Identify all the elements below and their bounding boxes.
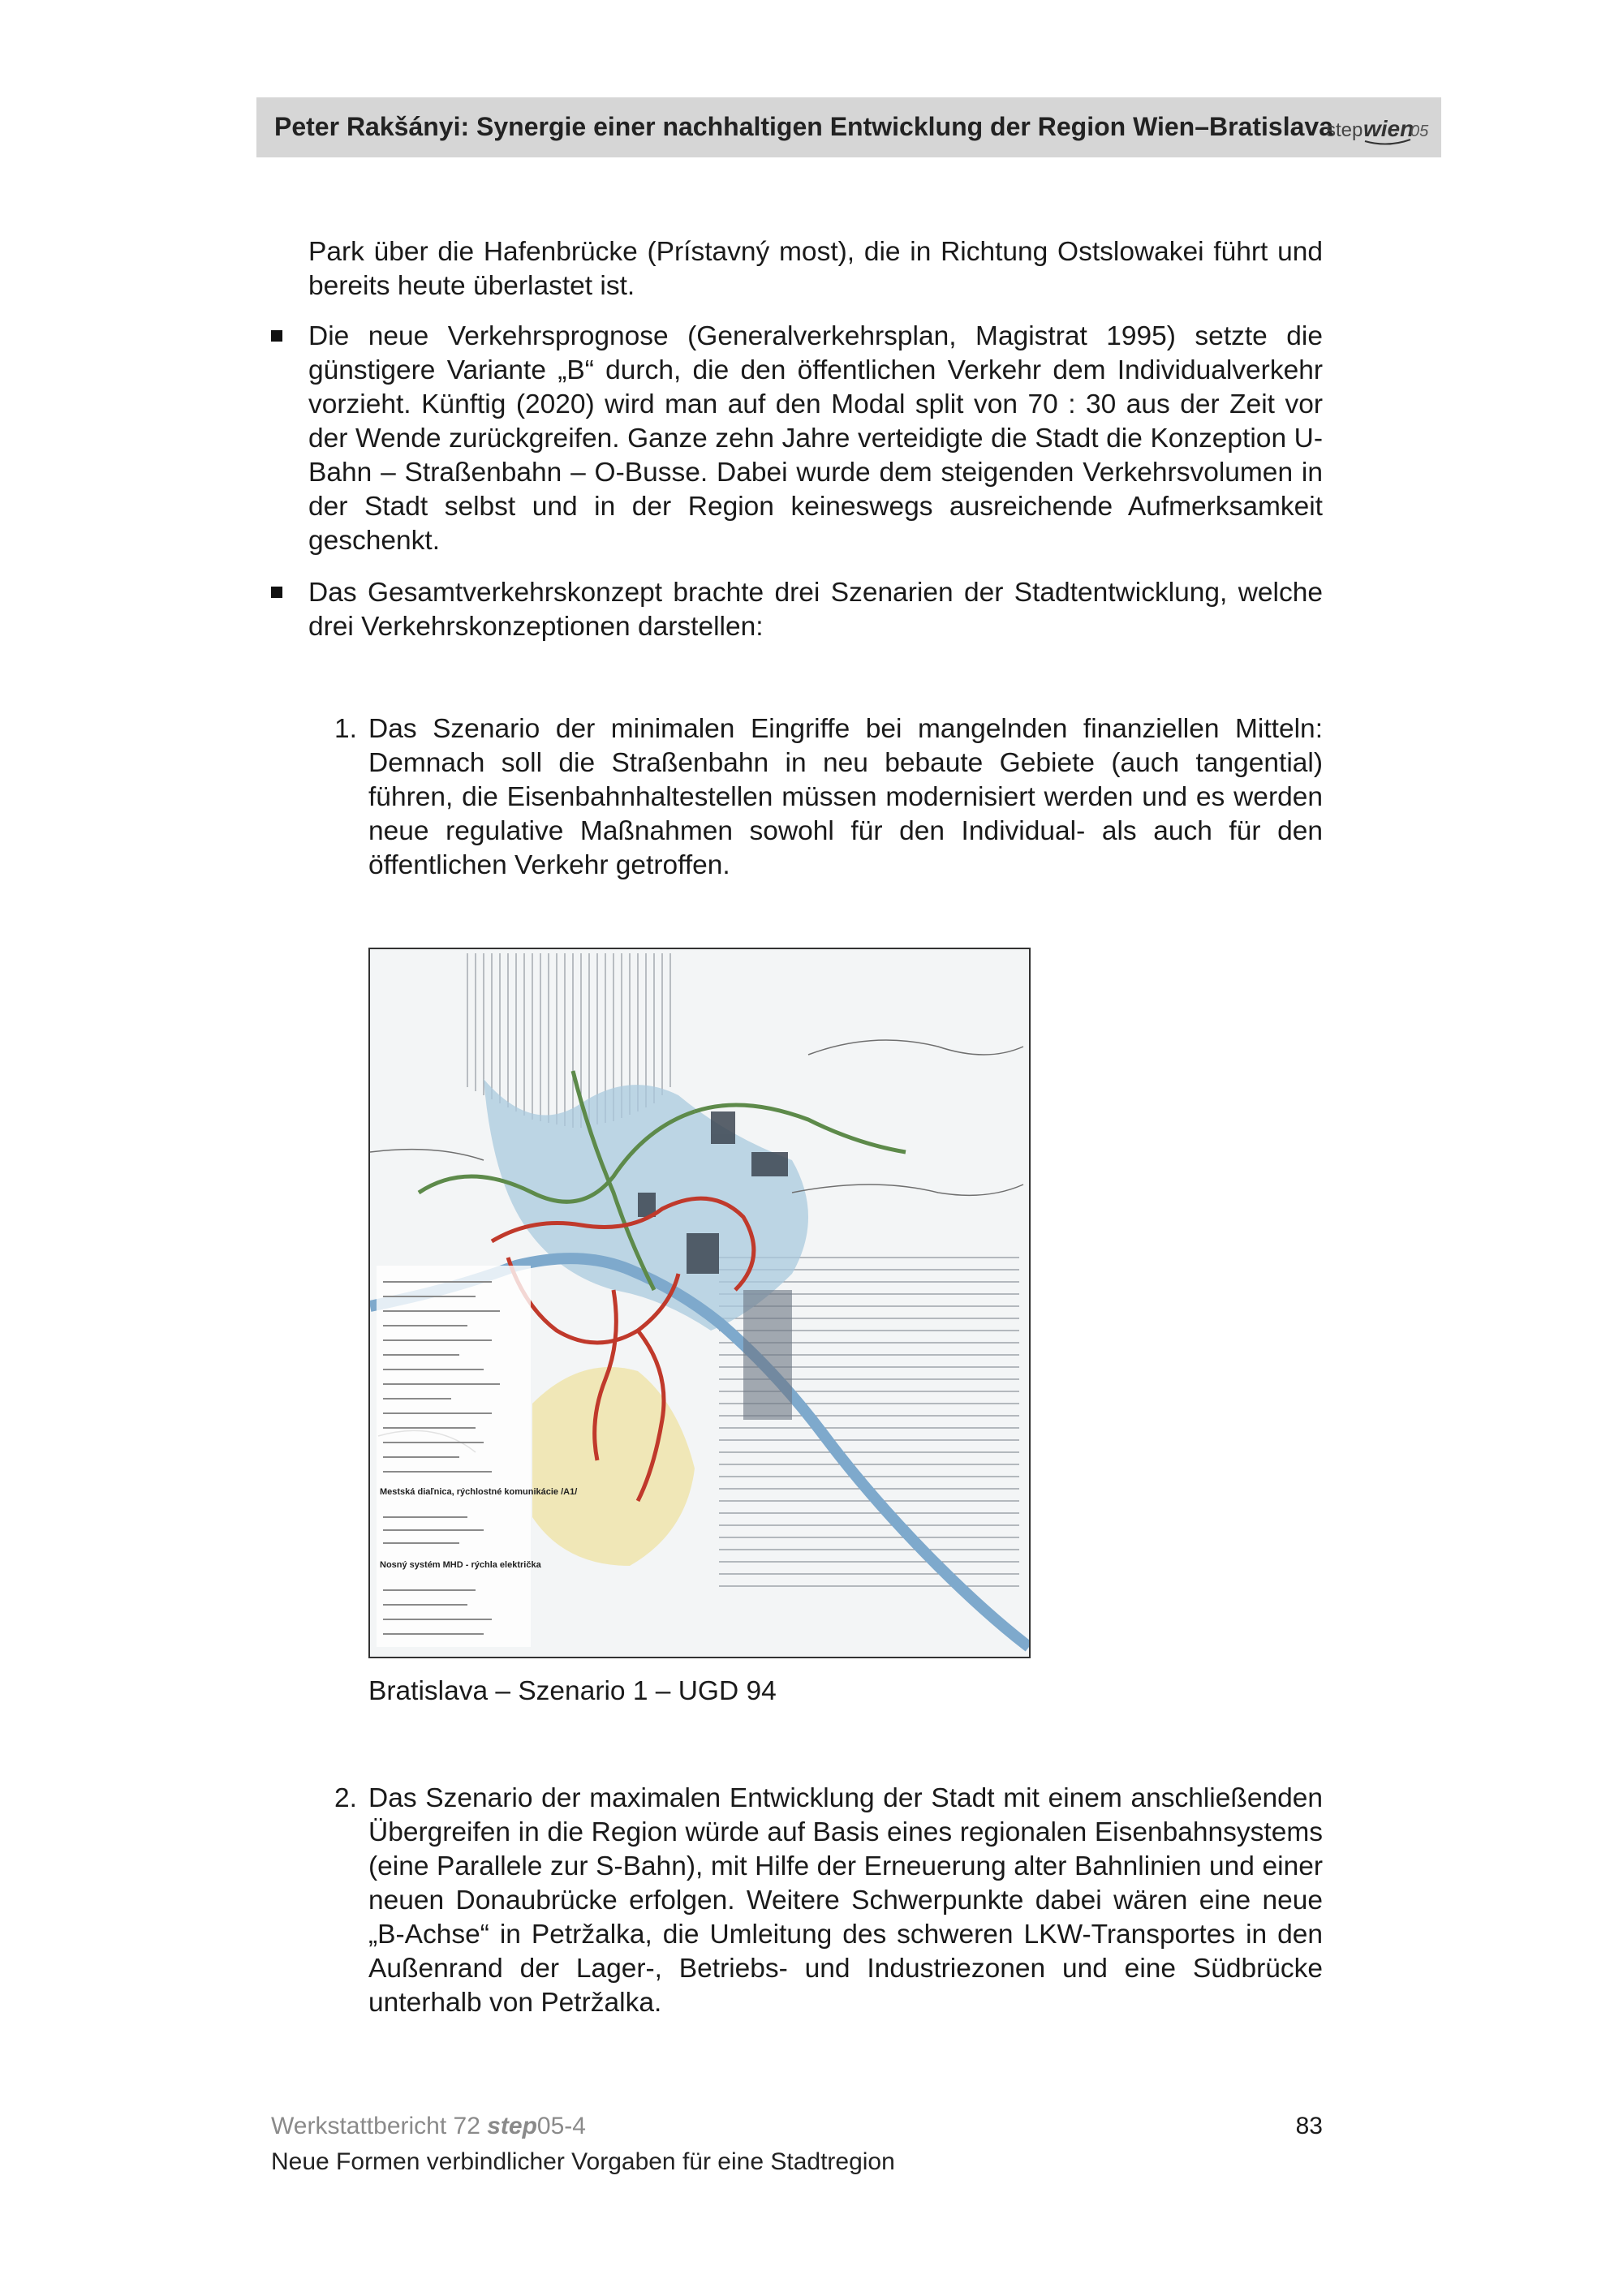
footer-line-2: Neue Formen verbindlicher Vorgaben für eine Stadtregion xyxy=(271,2148,895,2175)
footer-line-1 xyxy=(271,2113,586,2140)
footer-suffix: 05-4 xyxy=(536,2113,586,2139)
map-legend-heading-2: Nosný systém MHD - rýchla električka xyxy=(380,1560,541,1570)
svg-text:05: 05 xyxy=(1410,123,1429,140)
intro-paragraph: Park über die Hafenbrücke (Prístavný most), die in Richtung Ostslowakei führt und bereits heute überlastet ist. xyxy=(308,237,1323,301)
list-item-2: Das Szenario der maximalen Entwicklung der Stadt mit einem anschließenden Übergreifen in die Region würde auf Basis eines regionalen Eisenbahnsystems (eine Parallele zur S-Bahn), mit Hilfe der Erneuerung alter Bahnlinien und einer neuen Donaubrücke erfolgen. Weitere Schwerpunkte dabei wären eine neue „B-Achse“ in Petržalka, die Umleitung des schweren LKW-Transportes in den Außenrand der Lager-, Betriebs- und Industriezonen und eine Südbrücke unterhalb von Petržalka. xyxy=(368,1783,1323,2018)
bullet-marker xyxy=(271,330,282,342)
industrial-zone xyxy=(743,1290,792,1420)
list-item-1: Das Szenario der minimalen Eingriffe bei mangelnden finanziellen Mitteln: Demnach soll die Straßenbahn in neu bebaute Gebiete (auch tangential) führen, die Eisenbahnhaltestellen müssen modernisiert werden und es werden neue regulative Maßnahmen sowohl für den Individual- als auch für den öffentlichen Verkehr getroffen. xyxy=(368,714,1323,880)
footer-brand: step xyxy=(487,2113,537,2139)
bullet-marker xyxy=(271,587,282,598)
list-number-1: 1. xyxy=(334,714,357,744)
svg-text:wien: wien xyxy=(1363,116,1414,141)
figure-caption: Bratislava – Szenario 1 – UGD 94 xyxy=(368,1676,777,1706)
bratislava-map-figure xyxy=(368,948,1031,1658)
page-number: 83 xyxy=(1295,2113,1323,2139)
map-drawing xyxy=(370,949,1029,1657)
header-title: Peter Rakšányi: Synergie einer nachhaltigen Entwicklung der Region Wien–Bratislava xyxy=(274,112,1333,141)
bullet-paragraph-1: Die neue Verkehrsprognose (Generalverkehrsplan, Magistrat 1995) setzte die günstigere Variante „B“ durch, die den öffentlichen Verkehr dem Individualverkehr vorzieht. Künftig (2020) wird man auf den Modal split von 70 : 30 aus der Zeit vor der Wende zurückgreifen. Ganze zehn Jahre verteidigte die Stadt die Konzeption U-Bahn – Straßenbahn – O-Busse. Dabei wurde dem steigenden Verkehrsvolumen in der Stadt selbst und in der Region keineswegs ausreichende Aufmerksamkeit geschenkt. xyxy=(308,321,1323,556)
page-header xyxy=(256,97,1441,157)
map-legend-heading-1: Mestská diaľnica, rýchlostné komunikácie /A1/ xyxy=(380,1487,578,1497)
stepwien-logo xyxy=(1323,105,1436,151)
list-number-2: 2. xyxy=(334,1783,357,1813)
footer-prefix: Werkstattbericht 72 xyxy=(271,2113,488,2139)
svg-text:step: step xyxy=(1326,119,1363,141)
bullet-paragraph-2: Das Gesamtverkehrskonzept brachte drei Szenarien der Stadtentwicklung, welche drei Verkehrskonzeptionen darstellen: xyxy=(308,578,1323,642)
